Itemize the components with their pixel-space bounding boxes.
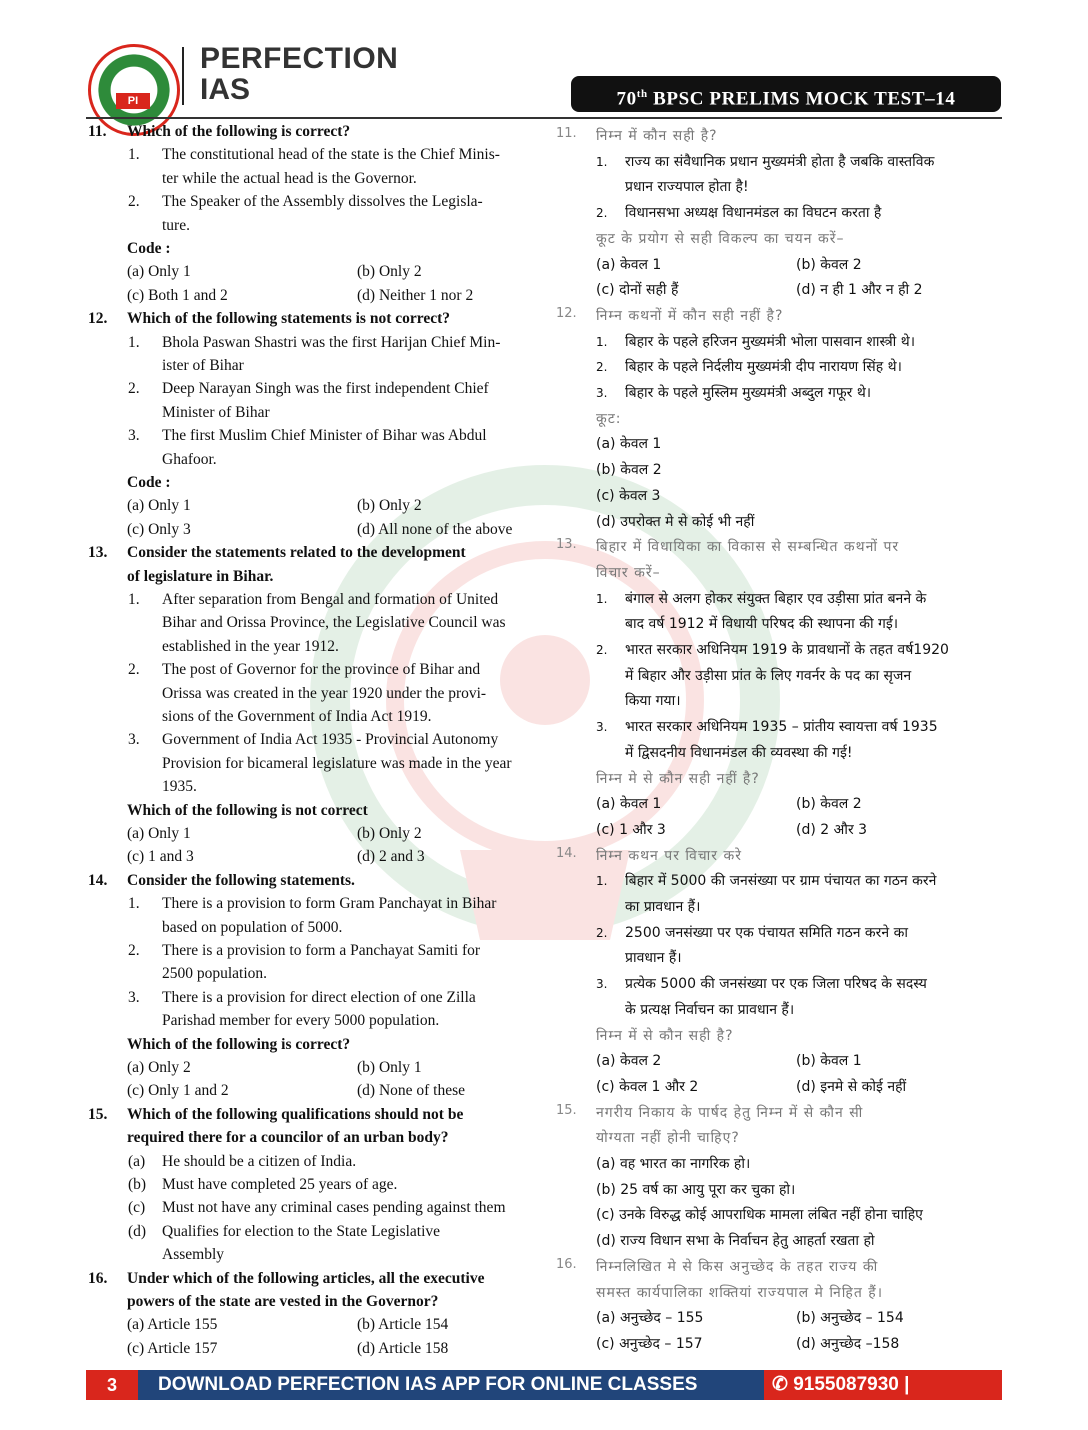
statement-text: 2500 population. [162,965,268,983]
statement-text: After separation from Bengal and formation of United [162,591,499,608]
statement-text: का प्रावधान हैं। [625,899,701,915]
question-number: 11. [556,126,577,141]
answer-option: (b) केवल 2 [796,796,862,813]
answer-option: (b) Only 1 [357,1059,422,1076]
question-text: योग्यता नहीं होनी चाहिए? [596,1130,740,1147]
answer-option: (b) अनुच्छेद – 154 [796,1310,904,1327]
answer-option: (c) दोनों सही हैं [596,282,679,299]
answer-option: (c) उनके विरुद्ध कोई आपराधिक मामला लंबित नहीं होना चाहिए [596,1207,923,1224]
statement-text: Ghafoor. [162,450,217,468]
answer-option: (a) केवल 1 [596,256,662,273]
statement-text: Government of India Act 1935 - Provincial Autonomy [162,731,499,749]
instruction-text: Which of the following is not correct [127,801,368,819]
page-number: 3 [86,1370,138,1400]
answer-option: (b) केवल 2 [796,256,862,273]
question-text: नगरीय निकाय के पार्षद हेतु निम्न में से कौन सी [596,1104,864,1121]
statement-marker: 2. [128,661,140,679]
statement-marker: 1. [596,154,608,169]
answer-option: (d) Neither 1 nor 2 [357,286,474,304]
question-number: 13. [88,544,108,562]
statement-text: 2500 जनसंख्या पर एक पंचायत समिति गठन करने का [625,924,909,941]
statement-text: भारत सरकार अधिनियम 1919 के प्रावधानों के तहत वर्ष1920 [625,642,949,658]
statement-marker: 3. [596,720,608,735]
statement-marker: 3. [128,988,140,1006]
question-number: 14. [556,845,577,861]
statement-marker: 2. [128,193,140,211]
statement-marker: 3. [596,977,608,992]
header-rule [86,117,1002,119]
question-number: 13. [556,537,577,553]
answer-option: (a) Article 155 [127,1316,218,1334]
question-number: 15. [88,1105,108,1123]
answer-option: (b) केवल 1 [796,1053,862,1070]
statement-text: There is a provision to form Gram Panchayat in Bihar [162,895,497,913]
statement-text: में द्विसदनीय विधानमंडल की व्यवस्था की गई! [625,744,853,761]
statement-marker: 2. [596,360,608,375]
statement-marker: 1. [128,591,140,608]
statement-text: 1935. [162,778,197,796]
logo-pi-label: PI [116,93,150,109]
page-header [0,0,1088,120]
answer-option: (a) Only 1 [127,825,191,842]
question-number: 12. [88,310,108,328]
answer-option: (d) 2 और 3 [796,821,868,838]
statement-text: established in the year 1912. [162,637,339,655]
question-text: समस्त कार्यपालिका शक्तियां राज्यपाल मे निहित हैं। [596,1284,884,1301]
answer-option: (d) अनुच्छेद –158 [796,1335,900,1352]
statement-text: Qualifies for election to the State Legislative [162,1222,441,1240]
answer-option: (d) 2 and 3 [357,848,425,866]
statement-marker: 2. [596,643,608,657]
statement-text: बिहार में 5000 की जनसंख्या पर ग्राम पंचायत का गठन करने [625,873,937,890]
contact-phone-numbers[interactable] [764,1370,1002,1425]
phone-icon: ✆ [772,1374,794,1395]
answer-option: (d) None of these [357,1082,466,1100]
brand-name-line2: IAS [200,73,251,106]
statement-text: प्रत्येक 5000 की जनसंख्या पर एक जिला परिषद के सदस्य [625,976,927,993]
answer-option: (c) Only 1 and 2 [127,1082,229,1100]
statement-text: बाद वर्ष 1912 में विधायी परिषद की स्थापना की गई। [625,616,899,633]
answer-option: (c) केवल 1 और 2 [596,1078,699,1095]
answer-option: (d) उपरोक्त मे से कोई भी नहीं [596,513,755,530]
question-text: बिहार में विधायिका का विकास से सम्बन्धित कथनों पर [596,539,900,556]
statement-text: sions of the Government of India Act 1919. [162,708,432,725]
statement-text: ister of Bihar [162,357,244,374]
answer-option: (b) Article 154 [357,1316,449,1334]
statement-text: The post of Governor for the province of Bihar and [162,661,481,679]
test-title-text: BPSC PRELIMS MOCK TEST–14 [647,88,956,110]
statement-text: राज्य का संवैधानिक प्रधान मुख्यमंत्री होता है जबकि वास्तविक [625,153,935,170]
answer-option: (c) 1 and 3 [127,848,194,866]
statement-marker: (d) [128,1222,147,1240]
page-footer [86,1370,1002,1425]
statement-text: Parishad member for every 5000 population. [162,1012,440,1030]
statement-marker: 2. [596,925,608,940]
phone-numbers-text: 9155087930 | 8340325079 [772,1374,910,1425]
statement-text: प्रधान राज्यपाल होता है! [625,179,749,196]
instruction-text: निम्न में से कौन सही है? [596,1027,734,1044]
question-text: Consider the following statements. [127,871,355,889]
statement-text: There is a provision to form a Panchayat Samiti for [162,942,481,959]
statement-marker: 1. [596,591,608,606]
statement-text: बंगाल से अलग होकर संयुक्त बिहार एव उड़ीसा प्रांत बनने के [625,590,927,607]
question-text: powers of the state are vested in the Governor? [127,1293,439,1310]
answer-option: (a) Only 1 [127,263,191,281]
question-number: 12. [556,305,577,321]
answer-option: (d) Article 158 [357,1339,449,1357]
statement-marker: 1. [128,333,140,351]
statement-text: ter while the actual head is the Governor. [162,169,417,187]
statement-text: Orissa was created in the year 1920 under the provi- [162,684,487,702]
statement-marker: (c) [128,1199,146,1217]
test-title-suffix: th [636,88,648,100]
answer-option: (a) केवल 2 [596,1053,662,1070]
question-text: निम्न कथनों में कौन सही नहीं है? [596,307,784,324]
question-text: निम्नलिखित मे से किस अनुच्छेद के तहत राज्य की [596,1258,879,1275]
statement-marker: 2. [128,380,140,398]
question-number: 16. [88,1269,108,1287]
statement-marker: 1. [128,895,140,913]
answer-option: (a) केवल 1 [596,436,662,453]
question-number: 14. [88,871,108,889]
answer-option: (c) केवल 3 [596,487,661,504]
statement-text: The first Muslim Chief Minister of Bihar was Abdul [162,427,487,445]
question-text: Which of the following qualifications should not be [127,1105,464,1123]
question-text: निम्न में कौन सही है? [596,128,718,144]
instruction-text: कूट के प्रयोग से सही विकल्प का चयन करें– [596,230,845,247]
brand-name-line1: PERFECTION [200,42,399,75]
statement-text: Minister of Bihar [162,403,270,421]
answer-option: (c) Only 3 [127,520,191,538]
answer-option: (b) केवल 2 [596,462,662,479]
statement-text: प्रावधान हैं। [625,950,682,967]
answer-option: (b) Only 2 [357,825,422,842]
statement-text: Assembly [162,1246,224,1264]
statement-text: He should be a citizen of India. [162,1152,357,1170]
instruction-text: निम्न मे से कौन सही नहीं है? [596,770,760,787]
statement-marker: 2. [128,942,140,959]
statement-text: Bhola Paswan Shastri was the first Harijan Chief Min- [162,333,501,351]
statement-marker: 3. [596,386,608,400]
statement-marker: 1. [596,874,608,889]
answer-option: (c) Article 157 [127,1339,218,1357]
statement-text: based on population of 5000. [162,918,343,936]
question-text: विचार करें– [596,564,661,581]
statement-text: The constitutional head of the state is the Chief Minis- [162,146,500,164]
brand-divider [182,47,184,105]
statement-text: Provision for bicameral legislature was made in the year [162,754,512,772]
statement-text: बिहार के पहले निर्दलीय मुख्यमंत्री दीप नारायण सिंह थे। [625,359,902,376]
answer-option: (d) All none of the above [357,520,513,538]
statement-text: किया गया। [625,693,681,710]
statement-marker: 1. [596,334,608,349]
statement-text: के प्रत्यक्ष निर्वाचन का प्रावधान हैं। [625,1001,795,1018]
answer-option: (a) Only 2 [127,1059,191,1076]
answer-option: (a) Only 1 [127,497,191,515]
answer-option: (a) वह भारत का नागरिक हो। [596,1156,751,1172]
answer-option: (c) 1 और 3 [596,821,666,838]
instruction-text: Code : [127,240,171,257]
answer-option: (b) Only 2 [357,497,422,515]
statement-text: बिहार के पहले मुस्लिम मुख्यमंत्री अब्दुल गफूर थे। [625,385,872,401]
statement-text: Deep Narayan Singh was the first independent Chief [162,380,489,398]
statement-text: में बिहार और उड़ीसा प्रांत के लिए गवर्नर के पद का सृजन [625,667,912,684]
question-number: 11. [88,123,107,140]
answer-option: (d) इनमे से कोई नहीं [796,1078,907,1095]
question-text: Consider the statements related to the development [127,544,466,562]
question-text: Which of the following is correct? [127,123,351,140]
statement-text: There is a provision for direct election of one Zilla [162,988,476,1006]
statement-text: विधानसभा अध्यक्ष विधानमंडल का विघटन करता है [625,205,882,222]
instruction-text: कूट: [596,410,622,427]
download-app-banner[interactable]: DOWNLOAD PERFECTION IAS APP FOR ONLINE CLASSES [138,1370,764,1400]
question-text: of legislature in Bihar. [127,567,274,585]
answer-option: (b) Only 2 [357,263,422,281]
answer-option: (a) केवल 1 [596,796,662,813]
question-number: 16. [556,1256,577,1272]
question-text: Which of the following statements is not correct? [127,310,451,328]
question-number: 15. [556,1102,577,1118]
statement-marker: 3. [128,731,140,749]
statement-marker: 1. [128,146,140,164]
answer-option: (c) अनुच्छेद – 157 [596,1335,703,1352]
answer-option: (b) 25 वर्ष का आयु पूरा कर चुका हो। [596,1181,796,1198]
statement-text: Must have completed 25 years of age. [162,1176,398,1193]
statement-text: बिहार के पहले हरिजन मुख्यमंत्री भोला पासवान शास्त्री थे। [625,333,915,350]
statement-marker: 3. [128,427,140,445]
answer-option: (d) न ही 1 और न ही 2 [796,282,923,299]
test-title-number: 70 [616,88,637,110]
statement-text: Bihar and Orissa Province, the Legislative Council was [162,614,506,632]
answer-option: (a) अनुच्छेद – 155 [596,1310,704,1327]
statement-text: The Speaker of the Assembly dissolves the Legisla- [162,193,483,211]
instruction-text: Code : [127,474,171,491]
statement-marker: (b) [128,1176,147,1193]
question-text: required there for a councilor of an urban body? [127,1129,449,1147]
instruction-text: Which of the following is correct? [127,1035,351,1053]
statement-text: ture. [162,216,190,234]
statement-text: भारत सरकार अधिनियम 1935 – प्रांतीय स्वायत्ता वर्ष 1935 [625,719,938,736]
answer-option: (d) राज्य विधान सभा के निर्वाचन हेतु आहर्ता रखता हो [596,1233,875,1250]
question-text: निम्न कथन पर विचार करे [596,847,742,864]
answer-option: (c) Both 1 and 2 [127,286,228,304]
question-text: Under which of the following articles, all the executive [127,1269,485,1287]
statement-marker: 2. [596,206,608,221]
statement-text: Must not have any criminal cases pending against them [162,1199,506,1217]
test-title-badge [571,76,1001,112]
statement-marker: (a) [128,1152,146,1170]
